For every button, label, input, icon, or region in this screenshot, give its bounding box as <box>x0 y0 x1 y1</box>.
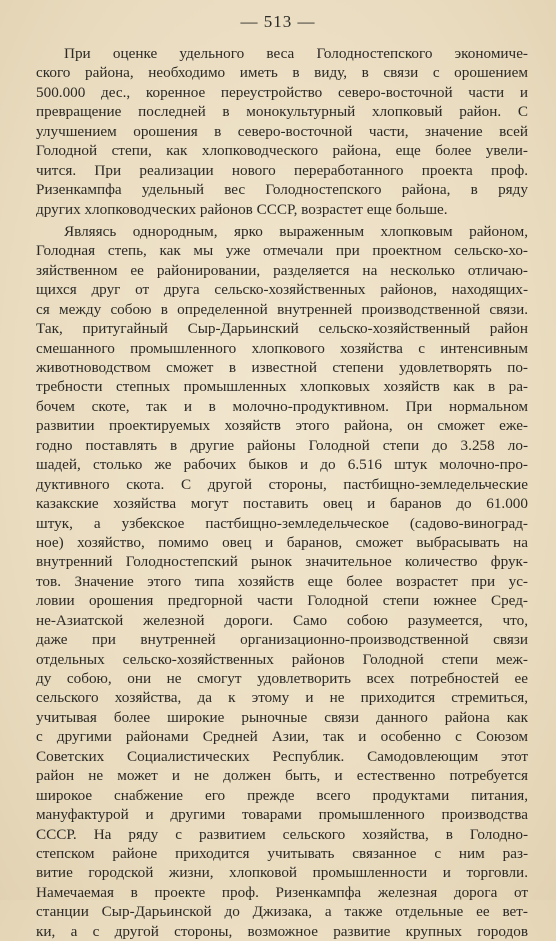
text-line: бочем скоте, так и в молочно-продуктивном. При нормальном <box>36 397 528 415</box>
text-line: учитывая более широкие рыночные связи данного района как <box>36 708 528 726</box>
text-line: не-Азиатской железной дороги. Само собою разумеется, что, <box>36 611 528 629</box>
text-line: смешанного промышленного хлопкового хозяйства с интенсивным <box>36 339 528 357</box>
text-line: ся между собою в определенной внутренней производственной связи. <box>36 300 528 318</box>
text-line: казакские хозяйства могут поставить овец и баранов до 61.000 <box>36 495 528 513</box>
text-line: Являясь однородным, ярко выраженным хлопковым районом, <box>64 222 528 240</box>
text-line: широкое снабжение его прежде всего продуктами питания, <box>36 786 528 804</box>
text-line: Голодная степь, как мы уже отмечали при проектном сельско-хо- <box>36 242 528 260</box>
text-line: ное) хозяйство, помимо овец и баранов, сможет выбрасывать на <box>36 533 528 551</box>
text-line: внутренний Голодностепский рынок значительное количество фрук- <box>36 553 528 571</box>
text-line: штук, а узбекское пастбищно-земледельческое (садово-виноград- <box>36 514 528 532</box>
text-line: зяйственном ее районировании, разделяется на несколько отличаю- <box>36 261 528 279</box>
text-line: район не может и не должен быть, и естественно потребуется <box>36 767 528 785</box>
text-line: отдельных сельско-хозяйственных районов Голодной степи меж- <box>36 650 528 668</box>
text-line: При оценке удельного веса Голодностепского экономиче- <box>64 45 528 62</box>
text-line: шадей, столько же рабочих быков и до 6.516 штук молочно-про- <box>36 456 528 474</box>
text-line: 500.000 дес., коренное переустройство северо-восточной части и <box>36 83 528 101</box>
text-line: тов. Значение этого типа хозяйств еще более возрастет при ус- <box>36 572 528 590</box>
text-line: Ризенкампфа удельный вес Голодностепского района, в ряду <box>36 181 528 199</box>
text-line: ловии орошения предгорной части Голодной степи южнее Сред- <box>36 592 528 610</box>
text-line: требности степных промышленных хлопковых хозяйств как в ра- <box>36 378 528 396</box>
text-line: ду собою, они не смогут удовлетворить всех потребностей ее <box>36 670 528 687</box>
text-line: животноводством сможет в известной степени удовлетворять по- <box>36 359 528 376</box>
text-line: превращение последней в монокультурный хлопковый район. С <box>36 103 528 121</box>
text-line: ки, а с другой стороны, возможное развитие крупных городов <box>36 922 528 940</box>
text-line: ского района, необходимо иметь в виду, в связи с орошением <box>36 64 528 82</box>
text-line: развитии проектируемых хозяйств этого района, он сможет еже- <box>36 417 528 435</box>
text-line: даже при внутренней организационно-производственной связи <box>36 631 528 649</box>
text-line: других хлопководческих районов СССР, возрастет еще больше. <box>36 200 448 218</box>
text-line: Так, притугайный Сыр-Дарьинский сельско-хозяйственный район <box>36 320 528 338</box>
text-line: станции Сыр-Дарьинской до Джизака, а также отдельные ее вет- <box>36 903 528 921</box>
text-line: улучшением орошения в северо-восточной части, значение всей <box>36 122 528 140</box>
page-number: — 513 — <box>240 12 316 31</box>
page-body <box>36 44 528 941</box>
text-line: Советских Социалистических Республик. Самодовлеющим этот <box>36 747 528 765</box>
paragraph-2 <box>36 222 528 941</box>
text-line: щихся друг от друга сельско-хозяйственных районов, находящих- <box>36 281 528 299</box>
text-line: мануфактурой и другими товарами промышленного производства <box>36 806 528 824</box>
text-line: витие городской жизни, хлопковой промышленности и торговли. <box>36 864 528 882</box>
paragraph-1 <box>36 44 528 219</box>
text-line: годно поставлять в другие районы Голодной степи до 3.258 ло- <box>36 436 528 454</box>
text-line: чится. При реализации нового переработанного проекта проф. <box>36 161 528 179</box>
text-line: СССР. На ряду с развитием сельского хозяйства, в Голодно- <box>36 825 528 843</box>
text-line: Голодной степи, как хлопководческого района, еще более увели- <box>36 142 528 160</box>
text-line: с другими районами Средней Азии, так и особенно с Союзом <box>36 728 528 746</box>
text-line: Намечаемая в проекте проф. Ризенкампфа железная дорога от <box>36 883 528 901</box>
text-line: дуктивного скота. С другой стороны, пастбищно-земледельческие <box>36 475 528 493</box>
text-line: сельского хозяйства, да к этому и не приходится стремиться, <box>36 689 528 707</box>
text-line: степском районе приходится учитывать связанное с ним раз- <box>36 844 528 862</box>
